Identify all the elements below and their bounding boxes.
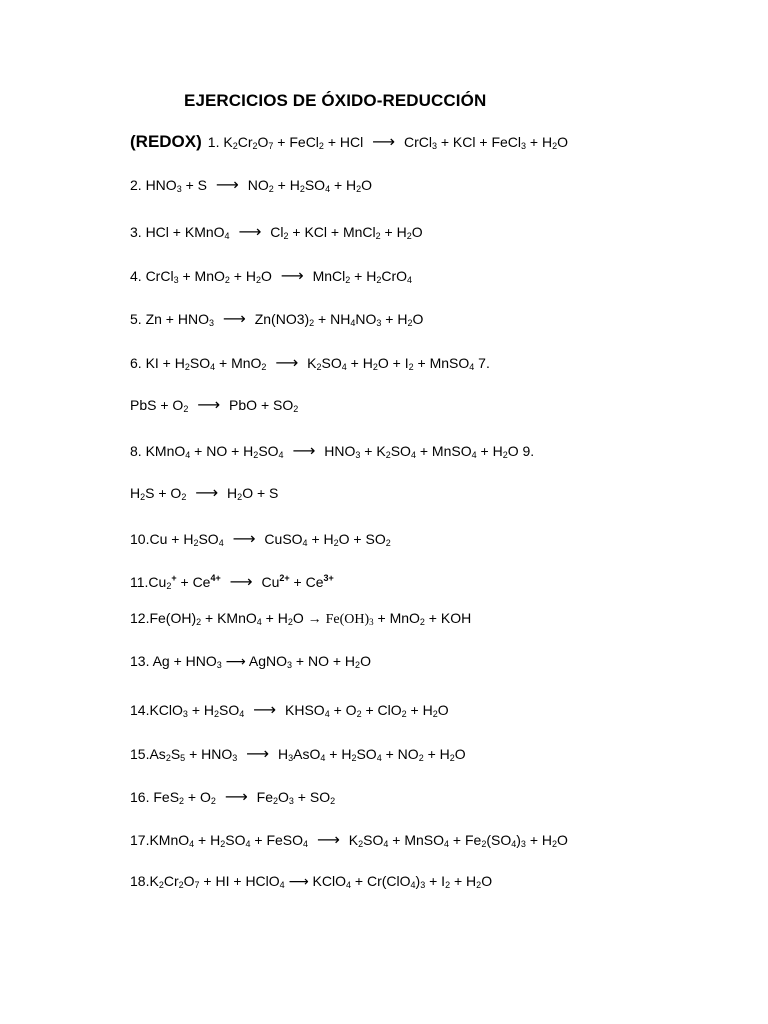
equation-line-6 <box>130 354 490 373</box>
equation-line-13 <box>130 652 371 670</box>
equation-text: PbS + $O_2$ ⟶ PbO + $SO_2$ <box>130 397 299 414</box>
equation-line-14 <box>130 701 449 720</box>
equation-line-15 <box>130 745 466 764</box>
equation-line-17 <box>130 831 568 850</box>
equation-line-8 <box>130 442 534 461</box>
equation-line-11 <box>130 573 334 592</box>
equation-line-12 <box>130 609 471 629</box>
equation-text: 3. HCl + KMnO$_4$ ⟶ $Cl_2$ + KCl + MnCl$_2$ + $H_2O$ <box>130 224 423 241</box>
equation-line-18 <box>130 872 492 890</box>
equation-text: $11.Cu_2^+ + Ce^{4+}$ ⟶ $Cu^{2+} + Ce^{3+}$ <box>130 573 334 591</box>
equation-text: 14.KClO$_3$ + $H_2SO_4$ ⟶ $KHSO_4 + O_2 + ClO_2 + H_2O$ <box>130 702 449 719</box>
equation-text: $15.As_2S_5 + HNO_3$ ⟶ $H_3AsO_4 + H_2SO_4 + NO_2 + H_2O$ <box>130 746 466 763</box>
equation-text: 6. KI + $H_2SO_4 + MnO_2$ ⟶ $K_2SO_4 + H_2O + I_2$ + MnSO$_4$ 7. <box>130 355 490 372</box>
equation-line-9 <box>130 484 278 503</box>
equation-line-2 <box>130 176 372 195</box>
equation-text: 17.KMnO$_4$ + $H_2SO_4$ + FeSO$_4$ ⟶ $K_2SO_4$ + MnSO$_4$ + $Fe_2(SO_4)_3 + H_2O$ <box>130 832 568 849</box>
document-title: EJERCICIOS DE ÓXIDO-REDUCCIÓN <box>184 91 487 110</box>
equation-line-4 <box>130 267 412 286</box>
equation-line-10 <box>130 530 391 549</box>
equation-text: 16. $FeS_2 + O_2$ ⟶ $Fe_2O_3 + SO_2$ <box>130 789 336 806</box>
equation-text: 1. $K_2Cr_2O_7$ + FeCl$_2$ + HCl ⟶ CrCl$_3$ + KCl + FeCl$_3$ + $H_2O$ <box>207 134 568 151</box>
equation-line-7 <box>130 396 298 415</box>
equation-line-5 <box>130 310 423 329</box>
equation-text: 5. $Zn + HNO_3$ ⟶ $Zn(NO3)_2 + NH_4NO_3 + H_2O$ <box>130 311 424 328</box>
equation-text: $H_2S + O_2$ ⟶ $H_2O + S$ <box>130 485 279 502</box>
equation-line-1 <box>130 133 568 152</box>
equation-text: $10.Cu + H_2SO_4$ ⟶ CuSO$_4$ + $H_2O + SO_2$ <box>130 531 391 548</box>
equation-text: 13. $Ag + HNO_3$ ⟶ AgNO$_3$ + NO + $H_2O$ <box>130 653 371 670</box>
equation-text: 8. KMnO$_4$ + NO + $H_2SO_4$ ⟶ $HNO_3 + K_2SO_4$ + MnSO$_4$ + $H_2O$ 9. <box>130 443 535 460</box>
equation-text: 4. CrCl$_3$ + $MnO_2 + H_2O$ ⟶ MnCl$_2$ + $H_2CrO_4$ <box>130 268 413 285</box>
equation-line-16 <box>130 788 335 807</box>
equation-text: $18.K_2Cr_2O_7$ + HI + HClO$_4$ ⟶ KClO$_4$ + $Cr(ClO_4)_3 + I_2 + H_2O$ <box>130 873 493 890</box>
redox-label: (REDOX) <box>130 132 202 151</box>
equation-text: $12.Fe(OH)_2$ + KMnO$_4$ + $H_2O \to Fe(OH)_3 + MnO_2$ + KOH <box>130 610 472 627</box>
equation-line-3 <box>130 223 423 242</box>
equation-text: 2. $HNO_3 + S$ ⟶ $NO_2 + H_2SO_4 + H_2O$ <box>130 177 373 194</box>
